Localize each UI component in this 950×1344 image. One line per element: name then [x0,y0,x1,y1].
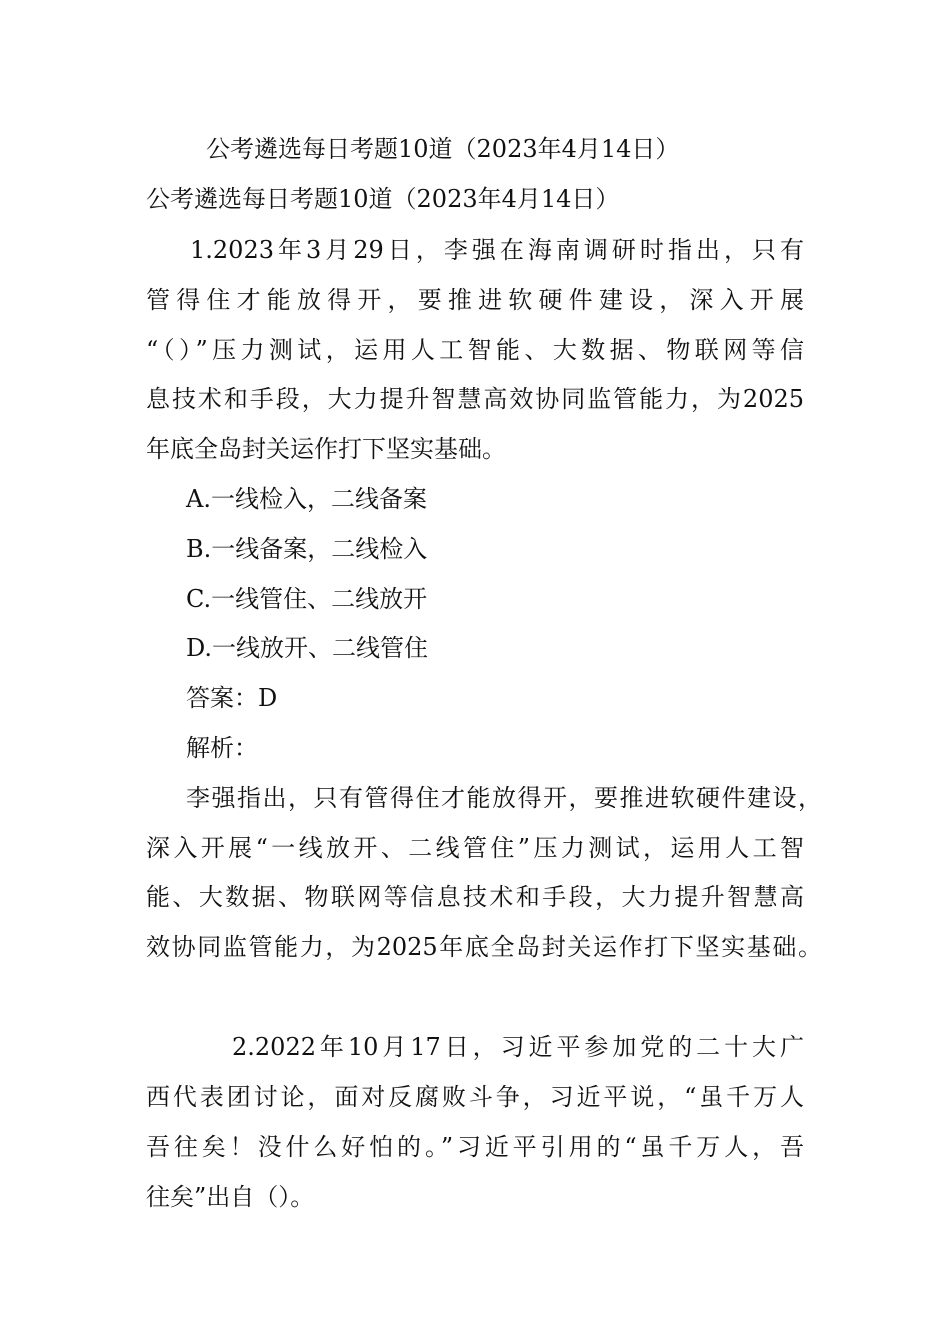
q1-line-4: 息技术和手段，大力提升智慧高效协同监管能力，为2025 [146,385,804,413]
q2-line-3: 吾往矣！没什么好怕的。”习近平引用的“虽千万人，吾 [146,1133,804,1161]
q1-analysis-line-4: 效协同监管能力，为2025年底全岛封关运作打下坚实基础。 [146,933,822,961]
q2-line-1: 2.2022年10月17日，习近平参加党的二十大广 [232,1033,804,1061]
q1-analysis-line-1: 李强指出，只有管得住才能放得开，要推进软硬件建设， [186,784,822,812]
q1-option-d: D.一线放开、二线管住 [186,634,429,662]
q2-line-2: 西代表团讨论，面对反腐败斗争，习近平说，“虽千万人 [146,1083,804,1111]
q1-analysis-line-3: 能、大数据、物联网等信息技术和手段，大力提升智慧高 [146,883,804,911]
q1-option-a: A.一线检入，二线备案 [186,485,427,513]
q1-line-1: 1.2023年3月29日，李强在海南调研时指出，只有 [190,236,804,264]
q2-line-4: 往矣”出自（）。 [146,1183,315,1211]
q1-line-5: 年底全岛封关运作打下坚实基础。 [146,435,506,463]
q1-option-c: C.一线管住、二线放开 [186,585,428,613]
title-centered: 公考遴选每日考题10道（2023年4月14日） [206,135,680,163]
title-repeat: 公考遴选每日考题10道（2023年4月14日） [146,185,620,213]
q1-analysis-label: 解析： [186,734,258,762]
q1-line-2: 管得住才能放得开，要推进软硬件建设，深入开展 [146,286,804,314]
q1-analysis-line-2: 深入开展“一线放开、二线管住”压力测试，运用人工智 [146,834,804,862]
q1-answer: 答案：D [186,684,278,712]
q1-line-3: “（）”压力测试，运用人工智能、大数据、物联网等信 [146,336,804,364]
q1-option-b: B.一线备案，二线检入 [186,535,428,563]
